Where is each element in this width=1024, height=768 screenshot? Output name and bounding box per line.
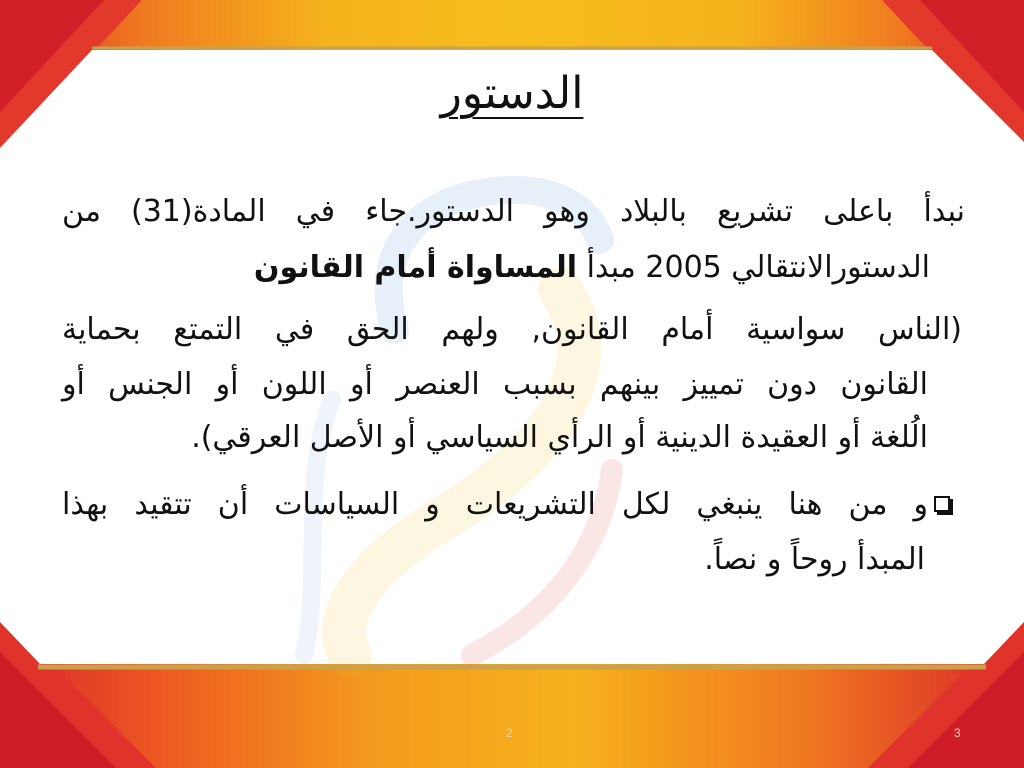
paragraph-1-line-2 bbox=[62, 248, 930, 288]
slide-title bbox=[0, 66, 1024, 122]
paragraph-1-line-2-text: الدستورالانتقالي 2005 مبدأ bbox=[586, 250, 930, 285]
paragraph-2-line-1: (الناس سواسية أمام القانون, ولهم الحق في التمتع بحماية bbox=[62, 312, 962, 347]
paragraph-3-line-1: و من هنا ينبغي لكل التشريعات و السياسات أن تتقيد بهذا bbox=[62, 487, 928, 522]
slide-number: 3 bbox=[954, 726, 961, 740]
footer-center-number: 2 bbox=[506, 726, 513, 740]
slide-title-text: الدستور bbox=[440, 68, 584, 119]
paragraph-2-line-3: الُلغة أو العقيدة الدينية أو الرأي السياسي أو الأصل العرقي). bbox=[191, 420, 928, 455]
paragraph-2-line-2: القانون دون تمييز بينهم بسبب العنصر أو اللون أو الجنس أو bbox=[62, 367, 928, 402]
paragraph-3-line-2: المبدأ روحاً و نصاً. bbox=[704, 542, 925, 577]
bottom-band bbox=[0, 664, 1024, 768]
paragraph-1-bold-phrase: المساواة أمام القانون bbox=[253, 250, 578, 285]
top-band bbox=[0, 0, 1024, 52]
square-bullet-icon bbox=[934, 496, 950, 512]
paragraph-1-line-1: نبدأ باعلى تشريع بالبلاد وهو الدستور.جاء في المادة(31) من bbox=[62, 194, 965, 229]
